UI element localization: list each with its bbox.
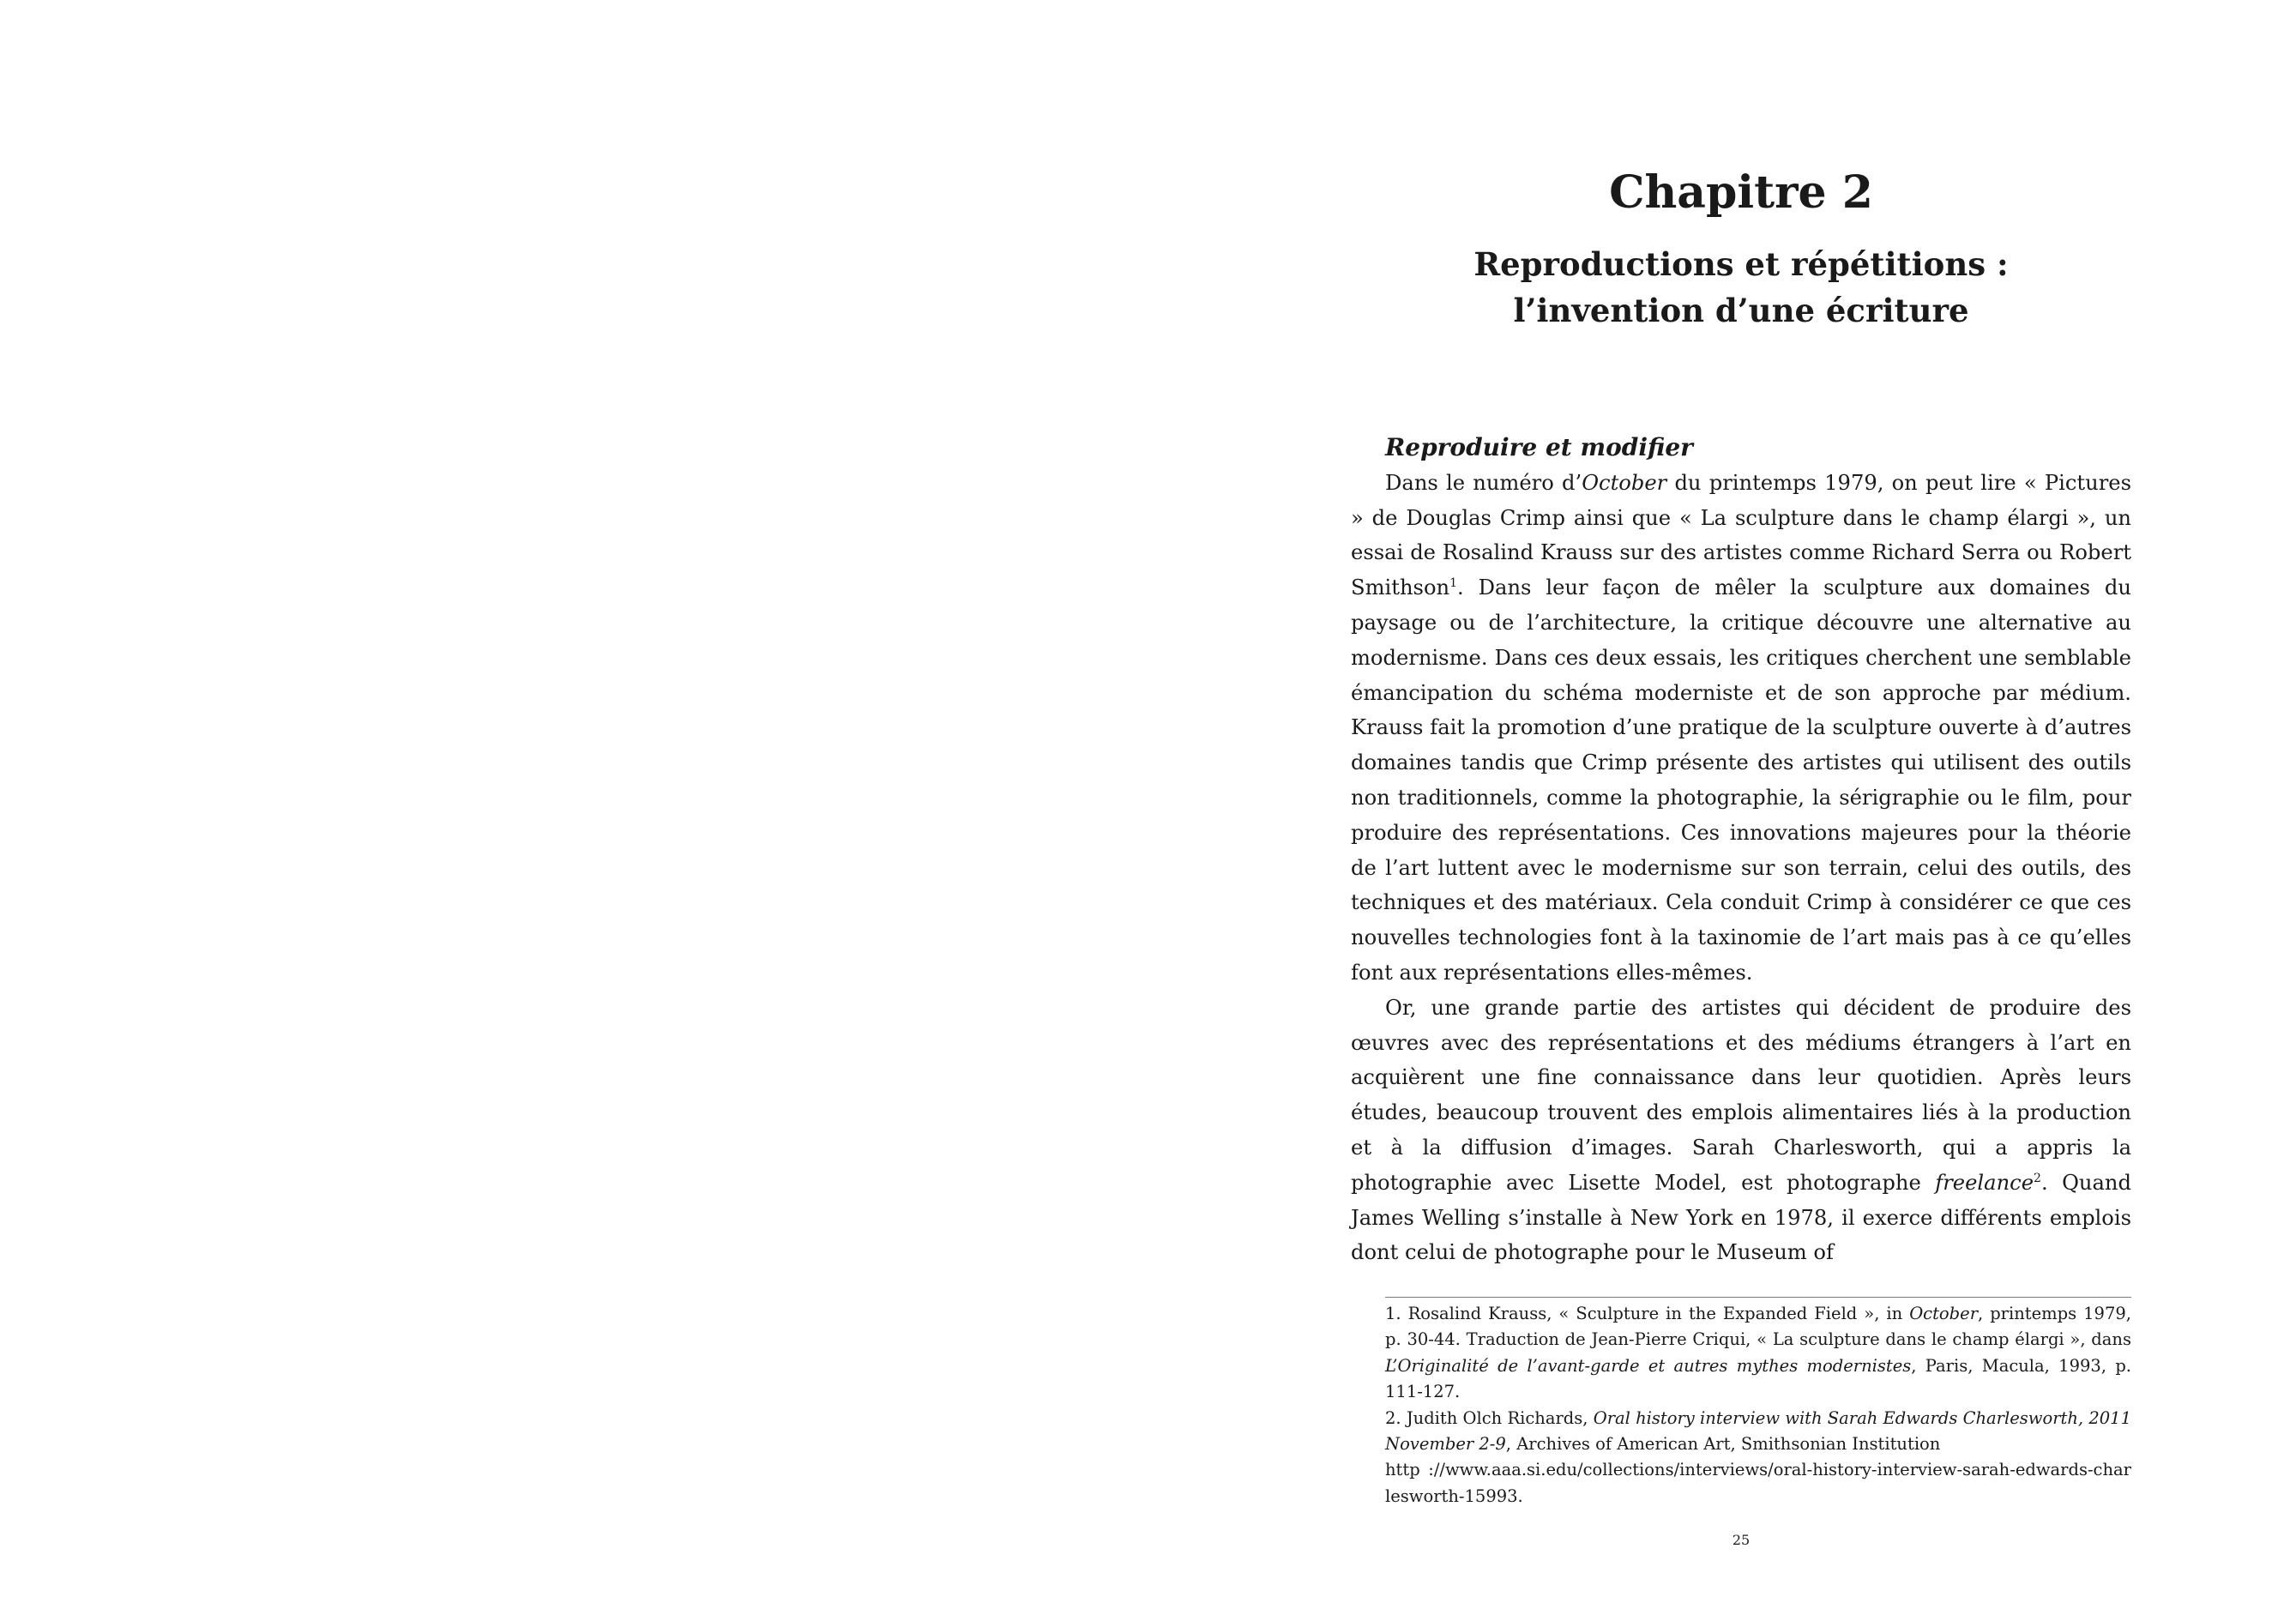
footnote-2-url[interactable]: http ://www.aaa.si.edu/collections/interviews/oral-history-interview-sarah-edwards-charlesworth-15993. [1385, 1460, 2131, 1506]
page-number: 25 [1732, 1532, 1751, 1548]
paragraph-2-text-a: Or, une grande partie des artistes qui décident de produire des œuvres avec des représentations et des médiums étrangers à l’art en acquièrent une fine connaissance dans leur quotidien. Après leurs études, beaucoup trouvent des emplois alimentaires liés à la production et à la diffusion d’images. Sarah Charlesworth, qui a appris la photographie avec Lisette Model, est photographe [1351, 995, 2131, 1195]
footnote-1-text-c: , Paris, Macula, 1993, p. 111-127. [1385, 1355, 2131, 1402]
paragraph-1 [1351, 466, 2131, 991]
footnotes [1385, 1301, 2131, 1510]
paragraph-2-text-b: . Quand James Welling s’installe à New York en 1978, il exerce différents emplois dont celui de photographe pour le Museum of [1351, 1170, 2131, 1265]
footnote-1-text-b: , printemps 1979, p. 30-44. Traduction de Jean-Pierre Criqui, « La sculpture dans le champ élargi », dans [1385, 1304, 2131, 1350]
paragraph-1-text-c: . Dans leur façon de mêler la sculpture aux domaines du paysage ou de l’architecture, la critique découvre une alternative au modernisme. Dans ces deux essais, les critiques cherchent une semblable émancipation du schéma moderniste et de son approche par médium. Krauss fait la promotion d’une pratique de la sculpture ouverte à d’autres domaines tandis que Crimp présente des artistes qui utilisent des outils non traditionnels, comme la photographie, la sérigraphie ou le film, pour produire des représentations. Ces innovations majeures pour la théorie de l’art luttent avec le modernisme sur son terrain, celui des outils, des techniques et des matériaux. Cela conduit Crimp à considérer ce que ces nouvelles technologies font à la taxinomie de l’art mais pas à ce qu’elles font aux représentations elles-mêmes. [1351, 575, 2131, 985]
chapter-title-line-1: Reproductions et répétitions : [1473, 244, 2009, 283]
section-heading: Reproduire et modifier [1385, 433, 1693, 461]
footnote-ref-2[interactable]: 2 [2034, 1171, 2041, 1185]
footnote-2-interview-title: Oral history interview with Sarah Edwards Charlesworth, 2011 November 2-9 [1385, 1407, 2131, 1455]
footnote-1-text-a: 1. Rosalind Krauss, « Sculpture in the Expanded Field », in [1385, 1304, 1910, 1323]
chapter-title [1338, 241, 2144, 334]
journal-title-october: October [1582, 470, 1667, 495]
body-text [1351, 431, 2131, 1270]
chapter-title-line-2: l’invention d’une écriture [1513, 291, 1969, 329]
footnote-1-book-title: L’Originalité de l’avant-garde et autres mythes modernistes [1385, 1355, 1912, 1376]
paragraph-1-text-a: Dans le numéro d’ [1385, 470, 1582, 495]
footnote-2-text-a: 2. Judith Olch Richards, [1385, 1407, 1594, 1428]
chapter-number: Chapitre 2 [1609, 166, 1873, 219]
footnote-1 [1385, 1301, 2131, 1406]
footnote-ref-1[interactable]: 1 [1449, 576, 1458, 591]
footnote-2-text-b: , Archives of American Art, Smithsonian Institution [1505, 1434, 1941, 1455]
paragraph-2 [1351, 991, 2131, 1270]
footnote-2 [1385, 1406, 2131, 1510]
footnote-divider [1385, 1297, 2131, 1298]
footnote-1-journal: October [1909, 1304, 1979, 1323]
paragraph-1-text-b: du printemps 1979, on peut lire « Pictures » de Douglas Crimp ainsi que « La sculpture dans le champ élargi », un essai de Rosalind Krauss sur des artistes comme Richard Serra ou Robert Smithson [1351, 470, 2132, 600]
italic-freelance: freelance [1935, 1170, 2034, 1195]
